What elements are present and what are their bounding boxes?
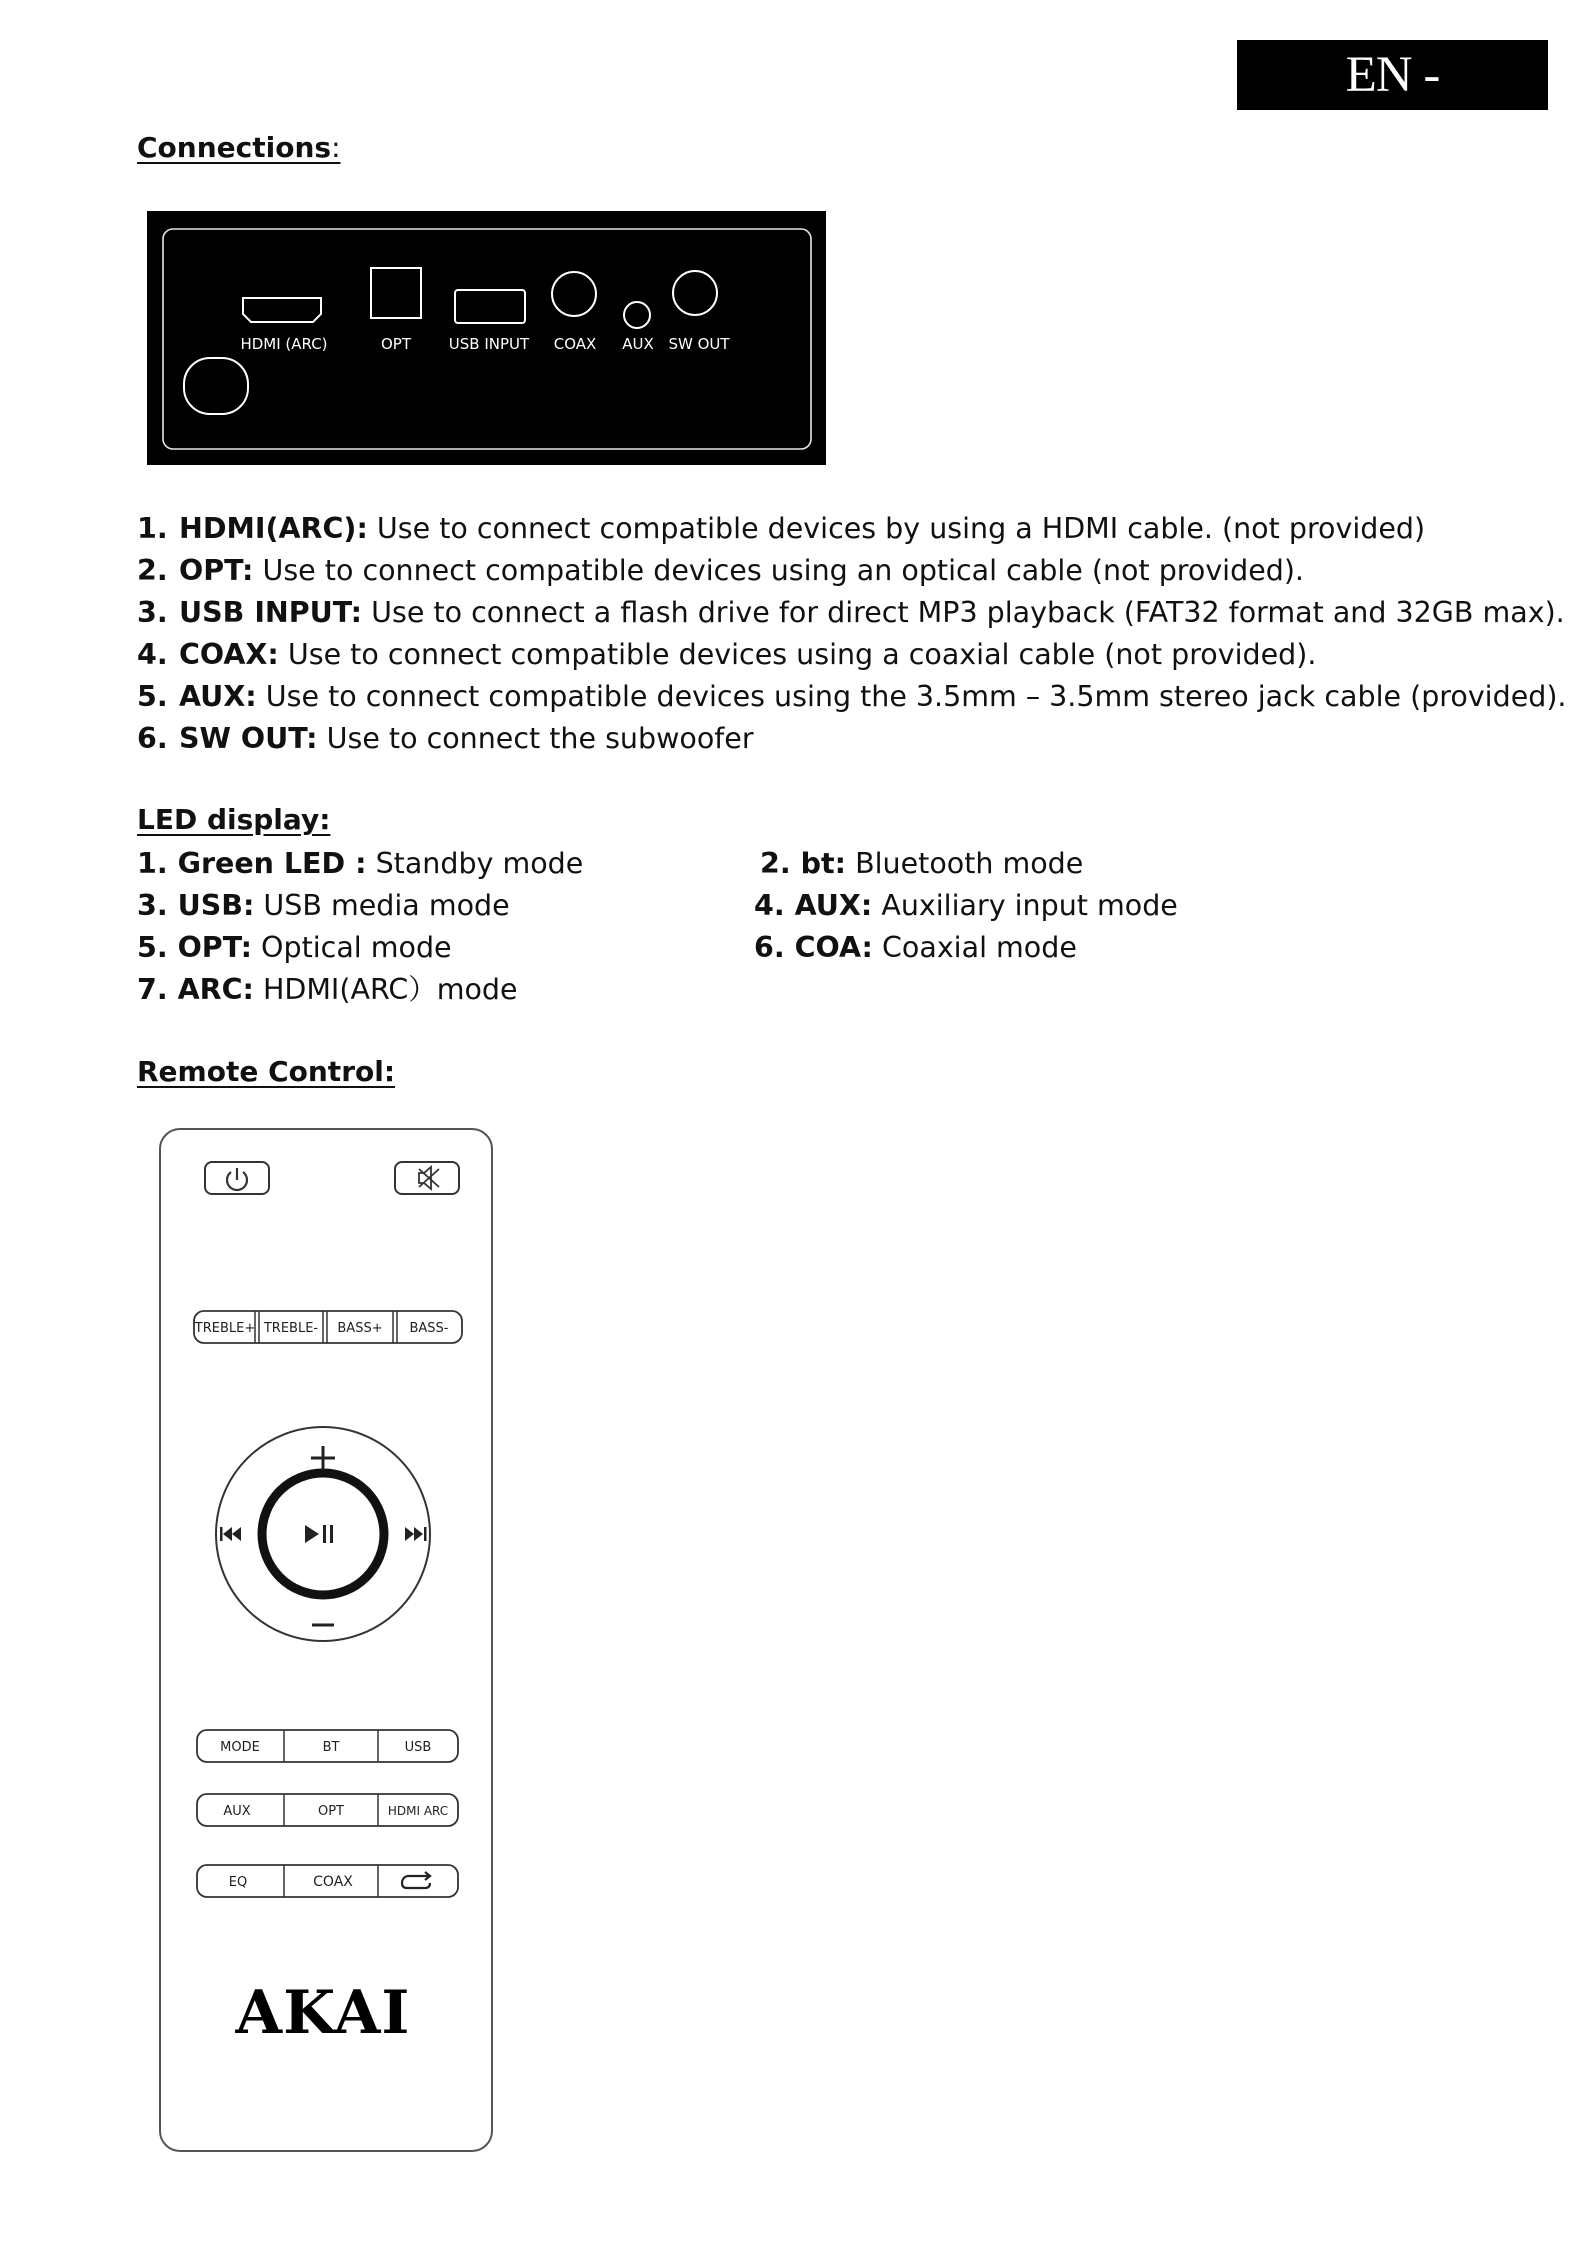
hdmi-port-icon	[243, 298, 321, 322]
led-item-usb: 3. USB: USB media mode	[137, 889, 510, 922]
led-item-green: 1. Green LED : Standby mode	[137, 847, 584, 880]
connections-heading: Connections:	[137, 131, 341, 164]
connection-panel-diagram	[147, 211, 826, 465]
power-socket-icon	[184, 358, 248, 414]
eq-button: EQ	[228, 1875, 248, 1890]
sw-out-label: SW OUT	[668, 335, 730, 353]
treble-down-button: TREBLE-	[263, 1321, 319, 1336]
usb-port-icon	[455, 290, 525, 323]
akai-logo: AKAI	[235, 1978, 411, 2048]
bass-down-button: BASS-	[409, 1321, 449, 1336]
hdmi-arc-button: HDMI ARC	[387, 1804, 449, 1818]
aux-port-icon	[624, 302, 650, 328]
coax-label: COAX	[553, 335, 597, 353]
led-item-bt: 2. bt: Bluetooth mode	[760, 847, 1084, 880]
sw-out-port-icon	[673, 271, 717, 315]
bass-up-button: BASS+	[337, 1321, 383, 1336]
opt-label: OPT	[380, 335, 412, 353]
optical-port-icon	[371, 268, 421, 318]
led-display-heading: LED display:	[137, 803, 331, 836]
aux-label: AUX	[622, 335, 654, 353]
list-item: 3. USB INPUT: Use to connect a flash drive for direct MP3 playback (FAT32 format and 32GB max).	[137, 596, 1565, 629]
language-badge: EN - ENGLISH	[1237, 40, 1548, 110]
mode-button: MODE	[220, 1740, 260, 1755]
list-item: 5. AUX: Use to connect compatible devices using the 3.5mm – 3.5mm stereo jack cable (provided).	[137, 680, 1567, 713]
list-item: 4. COAX: Use to connect compatible devices using a coaxial cable (not provided).	[137, 638, 1317, 671]
remote-control-diagram	[157, 1126, 495, 2154]
bt-button: BT	[322, 1740, 340, 1755]
list-item: 6. SW OUT: Use to connect the subwoofer	[137, 722, 754, 755]
led-item-opt: 5. OPT: Optical mode	[137, 931, 452, 964]
hdmi-label: HDMI (ARC)	[240, 335, 328, 353]
list-item: 1. HDMI(ARC): Use to connect compatible devices by using a HDMI cable. (not provided)	[137, 512, 1426, 545]
usb-button: USB	[404, 1740, 432, 1755]
aux-button: AUX	[223, 1804, 251, 1819]
coax-button: COAX	[313, 1874, 353, 1890]
list-item: 2. OPT: Use to connect compatible devices using an optical cable (not provided).	[137, 554, 1304, 587]
treble-up-button: TREBLE+	[194, 1321, 256, 1336]
opt-button: OPT	[317, 1804, 345, 1819]
led-item-coa: 6. COA: Coaxial mode	[754, 931, 1077, 964]
coax-port-icon	[552, 272, 596, 316]
led-item-aux: 4. AUX: Auxiliary input mode	[754, 889, 1178, 922]
connections-list	[137, 508, 1567, 760]
remote-control-heading: Remote Control:	[137, 1055, 396, 1088]
usb-label: USB INPUT	[448, 335, 530, 353]
led-item-arc: 7. ARC: HDMI(ARC）mode	[137, 973, 518, 1006]
